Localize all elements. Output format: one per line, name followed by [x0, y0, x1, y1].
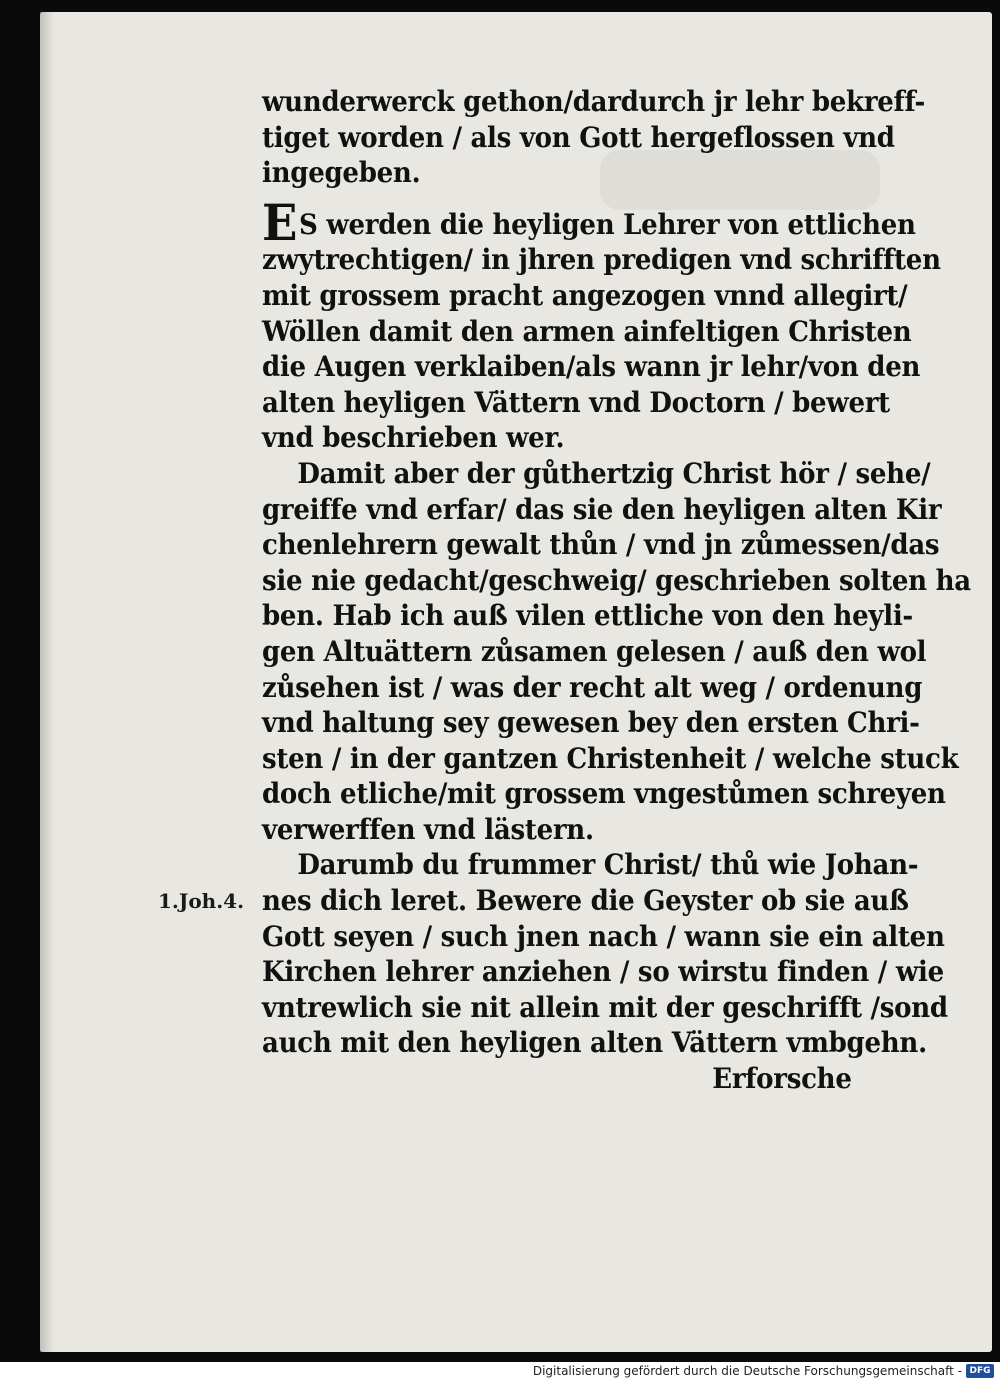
text-line: Damit aber der gůthertzig Christ hör / sehe/ [297, 456, 931, 490]
text-line: verwerffen vnd lästern. [262, 812, 594, 846]
text-line: die Augen verklaiben/als wann jr lehr/von den [262, 350, 921, 384]
text-line: vntrewlich sie nit allein mit der geschrifft /sond [262, 990, 948, 1024]
text-line: gen Altuättern zůsamen gelesen / auß den wol [262, 634, 927, 668]
text-line: sten / in der gantzen Christenheit / welche stuck [262, 741, 959, 775]
text-line: auch mit den heyligen alten Vättern vmbgehn. [262, 1026, 927, 1060]
text-line: ben. Hab ich auß vilen ettliche von den heyli- [262, 599, 913, 633]
catchword: Erforsche [712, 1062, 852, 1096]
funding-credit: Digitalisierung gefördert durch die Deutsche Forschungsgemeinschaft - [532, 1364, 962, 1378]
text-line: Gott seyen / such jnen nach / wann sie ein alten [262, 919, 945, 953]
text-line: ingegeben. [262, 156, 421, 190]
text-line-with-initial [262, 192, 916, 252]
text-line: mit grossem pracht angezogen vnnd allegirt/ [262, 278, 908, 312]
dfg-logo-icon: DFG [966, 1364, 994, 1378]
text-line: greiffe vnd erfar/ das sie den heyligen alten Kir [262, 492, 942, 526]
text-line: zůsehen ist / was der recht alt weg / ordenung [262, 670, 923, 704]
text-line: vnd haltung sey gewesen bey den ersten Chri- [262, 706, 920, 740]
text-line: Darumb du frummer Christ/ thů wie Johan- [297, 848, 919, 882]
text-line: doch etliche/mit grossem vngestůmen schreyen [262, 777, 946, 811]
marginal-note: 1.Joh.4. [158, 889, 245, 913]
text-line: Wöllen damit den armen ainfeltigen Christen [262, 314, 912, 348]
text-line: nes dich leret. Bewere die Geyster ob sie auß [262, 884, 909, 918]
page-gutter-shadow [40, 12, 54, 1352]
body-text [262, 84, 971, 1097]
paragraph-gap [262, 191, 932, 207]
text-line: tiget worden / als von Gott hergeflossen vnd [262, 120, 895, 154]
text-line: S werden die heyligen Lehrer von ettlichen [299, 207, 916, 241]
text-line: Kirchen lehrer anziehen / so wirstu finden / wie [262, 955, 944, 989]
text-line: zwytrechtigen/ in jhren predigen vnd schrifften [262, 243, 941, 277]
text-line: chenlehrern gewalt thůn / vnd jn zůmessen/das [262, 528, 940, 562]
text-line: vnd beschrieben wer. [262, 421, 565, 455]
text-line: alten heyligen Vättern vnd Doctorn / bewert [262, 385, 890, 419]
drop-initial: E [262, 192, 298, 252]
text-line: sie nie gedacht/geschweig/ geschrieben solten ha [262, 563, 971, 597]
text-line: wunderwerck gethon/dardurch jr lehr bekreff- [262, 85, 926, 118]
